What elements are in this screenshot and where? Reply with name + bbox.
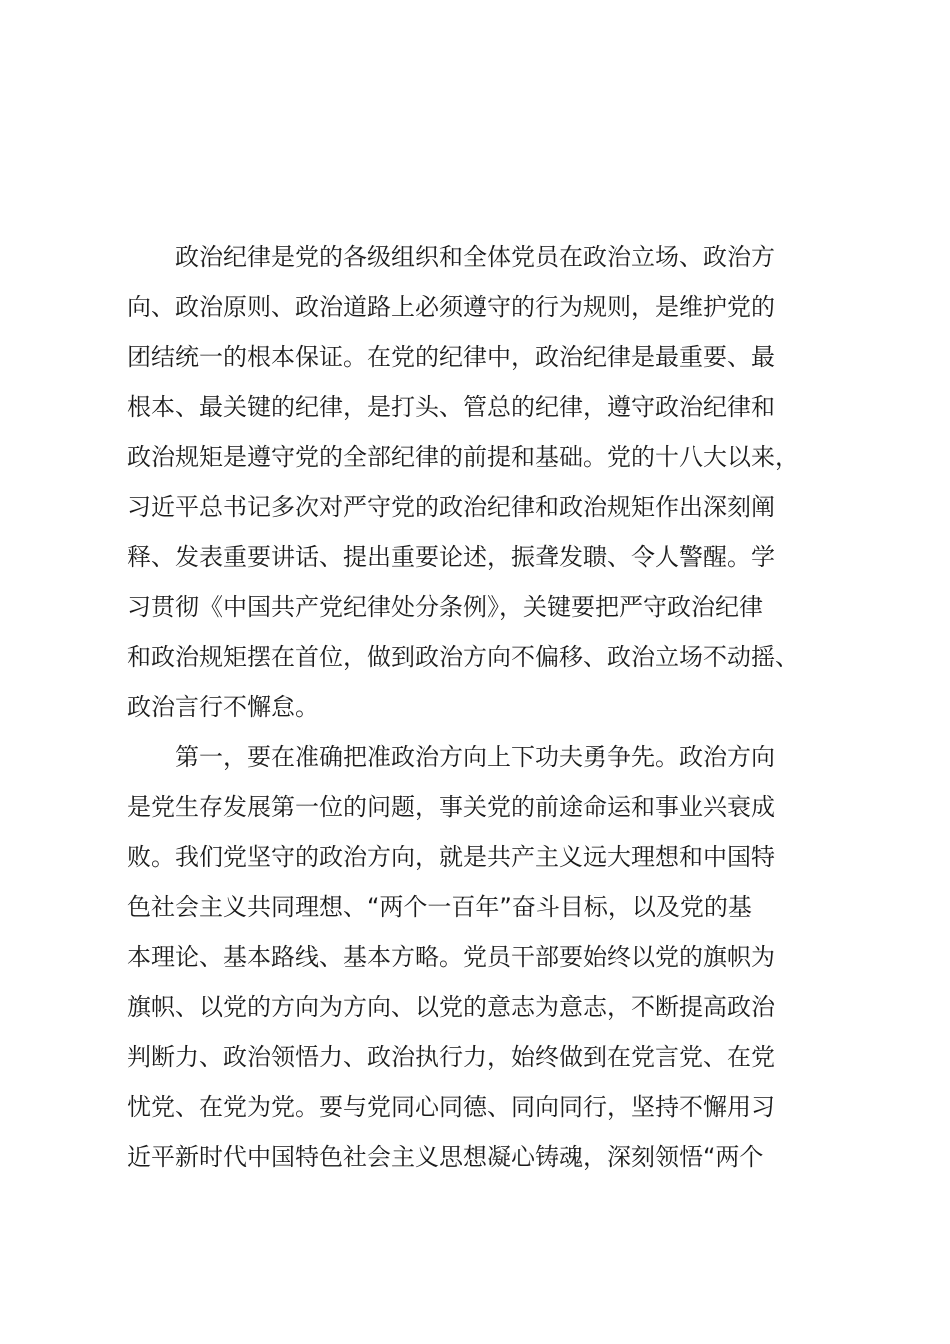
text-line: 释、发表重要讲话、提出重要论述，振聋发聩、令人警醒。学	[127, 543, 775, 571]
text-line: 和政治规矩摆在首位，做到政治方向不偏移、政治立场不动摇、	[127, 643, 799, 671]
text-line: 习近平总书记多次对严守党的政治纪律和政治规矩作出深刻阐	[127, 493, 775, 521]
text-line: 本理论、基本路线、基本方略。党员干部要始终以党的旗帜为	[127, 943, 775, 971]
text-line: 政治规矩是遵守党的全部纪律的前提和基础。党的十八大以来，	[127, 443, 799, 471]
text-line: 根本、最关键的纪律，是打头、管总的纪律，遵守政治纪律和	[127, 393, 775, 421]
text-line: 政治言行不懈怠。	[127, 693, 319, 721]
text-line: 近平新时代中国特色社会主义思想凝心铸魂，深刻领悟“两个	[127, 1143, 764, 1171]
text-line: 忧党、在党为党。要与党同心同德、同向同行，坚持不懈用习	[127, 1093, 775, 1121]
paragraph-political-discipline	[127, 232, 835, 732]
text-line: 政治纪律是党的各级组织和全体党员在政治立场、政治方	[175, 243, 775, 271]
text-line: 色社会主义共同理想、“两个一百年”奋斗目标，以及党的基	[127, 893, 752, 921]
text-line: 向、政治原则、政治道路上必须遵守的行为规则，是维护党的	[127, 293, 775, 321]
text-line: 第一，要在准确把准政治方向上下功夫勇争先。政治方向	[175, 743, 775, 771]
text-line: 判断力、政治领悟力、政治执行力，始终做到在党言党、在党	[127, 1043, 775, 1071]
text-line: 败。我们党坚守的政治方向，就是共产主义远大理想和中国特	[127, 843, 775, 871]
paragraph-first-point	[127, 732, 835, 1182]
text-line: 旗帜、以党的方向为方向、以党的意志为意志，不断提高政治	[127, 993, 775, 1021]
text-line: 是党生存发展第一位的问题，事关党的前途命运和事业兴衰成	[127, 793, 775, 821]
body-text	[127, 232, 835, 1182]
text-line: 团结统一的根本保证。在党的纪律中，政治纪律是最重要、最	[127, 343, 775, 371]
text-line: 习贯彻《中国共产党纪律处分条例》，关键要把严守政治纪律	[127, 593, 763, 621]
